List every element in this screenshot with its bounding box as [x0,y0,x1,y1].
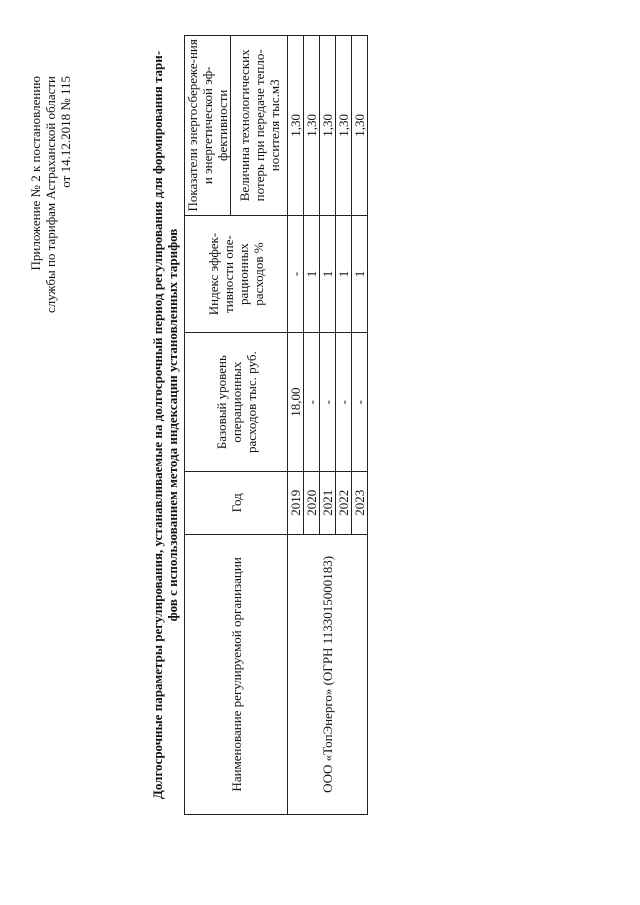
organization-name: ООО «ТопЭнерго» (ОГРН 1133015000183) [288,534,368,814]
appendix-line-2: службы по тарифам Астраханской области [43,76,58,314]
cell-base: - [304,333,320,471]
cell-index: 1 [304,215,320,333]
cell-base: 18,00 [288,333,304,471]
cell-losses: 1,30 [320,36,336,216]
header-organization: Наименование регулируемой организации [185,534,288,814]
parameters-table [184,35,368,815]
cell-index: 1 [320,215,336,333]
cell-year: 2022 [336,471,352,534]
table-row [288,36,304,815]
cell-losses: 1,30 [304,36,320,216]
header-row-1 [185,36,231,815]
header-base-level: Базовый уровень операционных расходов тыс. руб. [185,333,288,471]
cell-losses: 1,30 [336,36,352,216]
appendix-line-3: от 14.12.2018 № 115 [58,76,73,188]
cell-base: - [336,333,352,471]
appendix-note [28,76,73,313]
cell-base: - [352,333,368,471]
cell-losses: 1,30 [352,36,368,216]
cell-index: 1 [336,215,352,333]
cell-base: - [320,333,336,471]
header-efficiency-index: Индекс эффек-тивности опе-рационных расходов % [185,215,288,333]
cell-year: 2021 [320,471,336,534]
title-line-2: фов с использованием метода индексации установленных тарифов [165,228,180,622]
cell-year: 2020 [304,471,320,534]
document-title [150,25,180,825]
cell-index: 1 [352,215,368,333]
cell-index: - [288,215,304,333]
header-year: Год [185,471,288,534]
cell-year: 2023 [352,471,368,534]
title-line-1: Долгосрочные параметры регулирования, устанавливаемые на долгосрочный период регулирования для формирования тари- [150,50,165,800]
header-technological-losses: Величина технологических потерь при передаче тепло-носителя тыс.м3 [231,36,288,216]
header-energy-saving: Показатели энергосбереже-ния и энергетической эф-фективности [185,36,231,216]
cell-year: 2019 [288,471,304,534]
cell-losses: 1,30 [288,36,304,216]
appendix-line-1: Приложение № 2 к постановлению [28,76,43,271]
